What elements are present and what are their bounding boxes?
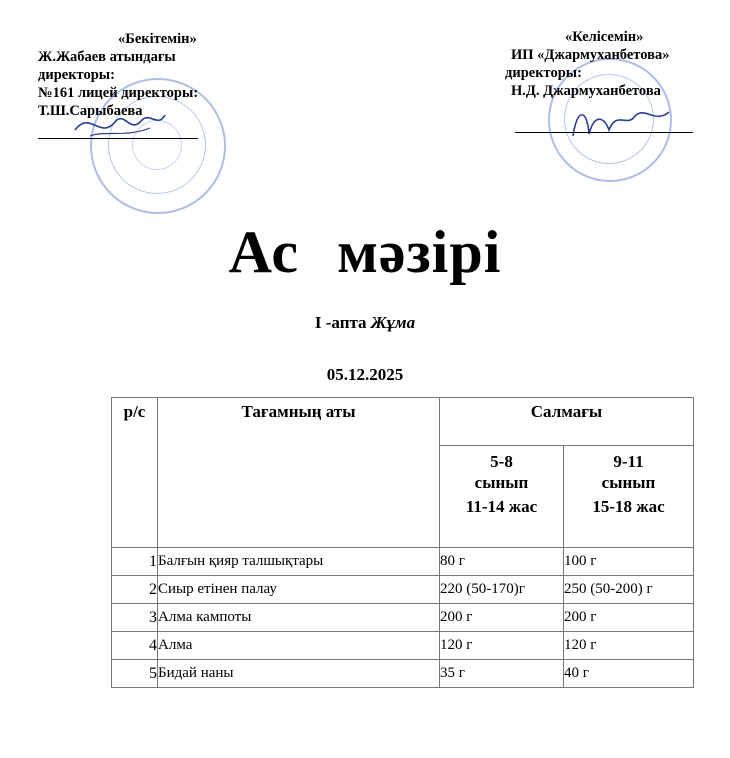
approval-heading: «Бекітемін» (118, 31, 197, 47)
group-2-age: 15-18 жас (592, 497, 665, 516)
weight-grade-5-8: 200 г (440, 604, 564, 632)
dish-name: Алма кампоты (158, 604, 440, 632)
row-number: 3 (112, 604, 158, 632)
group-1-age: 11-14 жас (465, 497, 538, 516)
approval-line-1: Ж.Жабаев атындағы (38, 49, 176, 65)
weight-grade-5-8: 80 г (440, 548, 564, 576)
weight-grade-9-11: 100 г (564, 548, 694, 576)
row-number: 4 (112, 632, 158, 660)
weight-grade-9-11: 120 г (564, 632, 694, 660)
week-day-line (0, 313, 730, 333)
row-number: 2 (112, 576, 158, 604)
agreement-line-2: директоры: (505, 65, 582, 81)
header-dish-name: Тағамның аты (158, 398, 440, 548)
group-1-grade: 5-8 (490, 452, 513, 471)
agreement-signature-line (515, 132, 693, 133)
group-2-header (564, 446, 694, 548)
menu-table (111, 397, 694, 688)
group-2-grade: 9-11 (613, 452, 644, 471)
day-label: Жұма (370, 313, 416, 332)
approval-line-2: директоры: (38, 67, 115, 83)
dish-name: Алма (158, 632, 440, 660)
group-1-header (440, 446, 564, 548)
header-weight: Салмағы (440, 398, 694, 446)
dish-name: Балғын қияр талшықтары (158, 548, 440, 576)
weight-grade-9-11: 200 г (564, 604, 694, 632)
weight-grade-9-11: 40 г (564, 660, 694, 688)
dish-name: Бидай наны (158, 660, 440, 688)
agreement-line-3: Н.Д. Джармуханбетова (511, 83, 661, 99)
weight-grade-5-8: 35 г (440, 660, 564, 688)
week-label: I -апта (314, 313, 367, 332)
page-title (0, 218, 730, 287)
agreement-heading: «Келісемін» (565, 29, 644, 45)
table-row (112, 660, 694, 688)
header-number: р/с (112, 398, 158, 548)
dish-name: Сиыр етінен палау (158, 576, 440, 604)
group-2-class: сынып (601, 473, 656, 492)
table-row (112, 632, 694, 660)
table-row (112, 576, 694, 604)
row-number: 1 (112, 548, 158, 576)
weight-grade-5-8: 120 г (440, 632, 564, 660)
weight-grade-9-11: 250 (50-200) г (564, 576, 694, 604)
group-1-class: сынып (474, 473, 529, 492)
approval-line-4: Т.Ш.Сарыбаева (38, 103, 143, 119)
row-number: 5 (112, 660, 158, 688)
agreement-block (505, 28, 725, 100)
table-row (112, 548, 694, 576)
approval-line-3: №161 лицей директоры: (38, 85, 199, 101)
ip-signature (565, 98, 675, 148)
table-row (112, 604, 694, 632)
menu-date: 05.12.2025 (326, 365, 404, 384)
weight-grade-5-8: 220 (50-170)г (440, 576, 564, 604)
title-word-1: Ас (228, 219, 300, 285)
title-word-2: мәзірі (337, 219, 502, 285)
approval-signature-line (38, 138, 198, 139)
agreement-line-1: ИП «Джармуханбетова» (511, 47, 670, 63)
approval-block (38, 30, 278, 120)
